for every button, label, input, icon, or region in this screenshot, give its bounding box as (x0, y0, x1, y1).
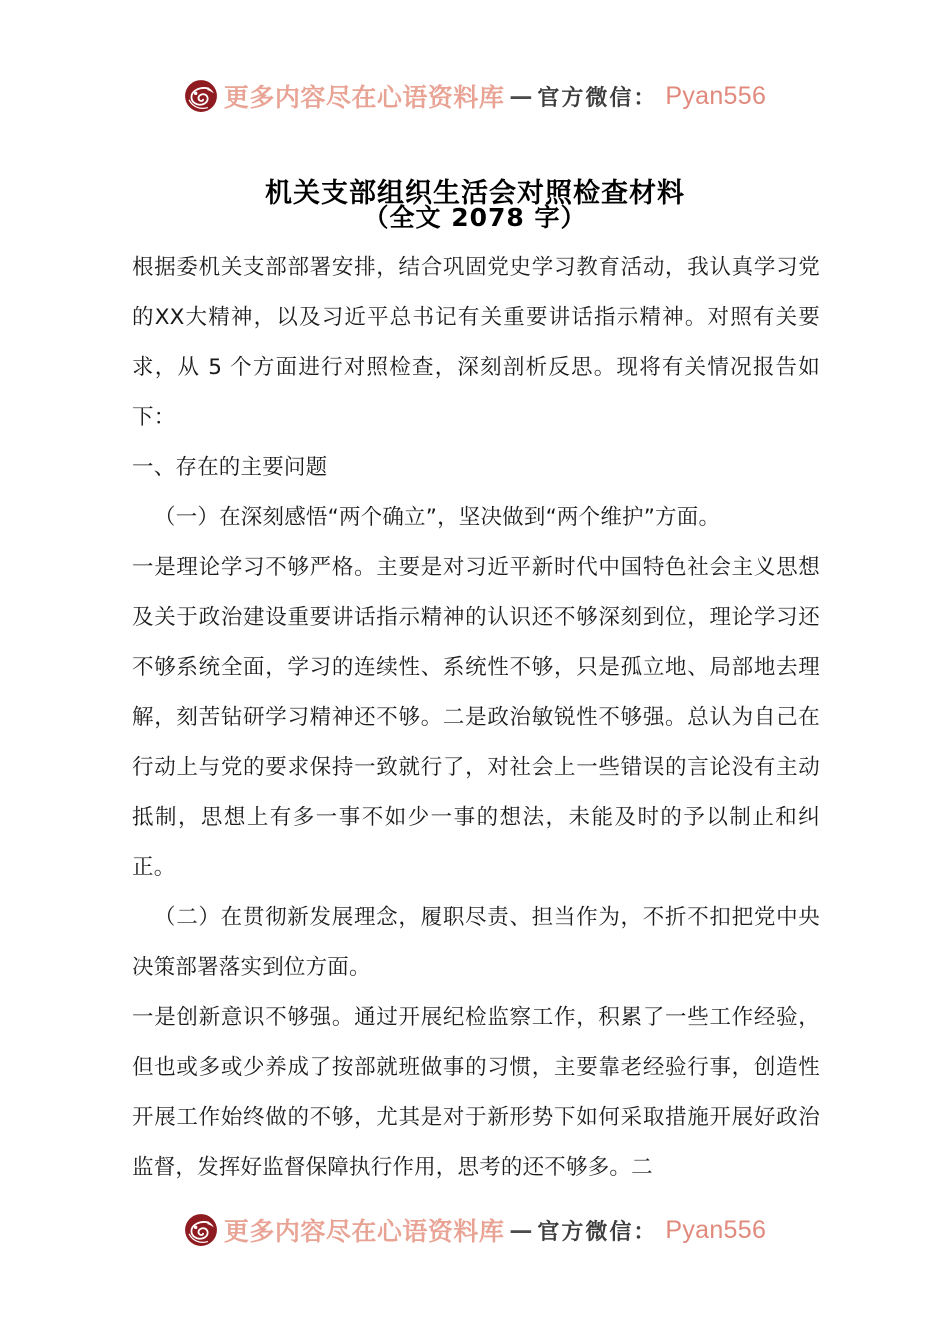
watermark-wechat-label: 官方微信： (537, 84, 658, 111)
watermark-wechat-id: Pyan556 (665, 81, 767, 110)
watermark-chinese-text: 更多内容尽在心语资料库 (223, 1217, 505, 1246)
heading-subsection-one: （一）在深刻感悟“两个确立”，坚决做到“两个维护”方面。 (154, 505, 721, 530)
swirl-fish-logo-icon (184, 79, 218, 113)
watermark-dash: — (509, 1216, 533, 1244)
watermark-top (0, 78, 950, 114)
paragraph-subsection-one-body: 一是理论学习不够严格。主要是对习近平新时代中国特色社会主义思想及关于政治建设重要讲话指示精神的认识还不够深刻到位，理论学习还不够系统全面，学习的连续性、系统性不够，只是孤立地、局部地去理解，刻苦钻研学习精神还不够。二是政治敏锐性不够强。总认为自己在行动上与党的要求保持一致就行了，对社会上一些错误的言论没有主动抵制，思想上有多一事不如少一事的想法，未能及时的予以制止和纠正。 (132, 555, 820, 880)
watermark-bottom (0, 1212, 950, 1248)
watermark-chinese-text: 更多内容尽在心语资料库 (223, 83, 505, 112)
watermark-dash: — (509, 82, 533, 110)
page-title: 机关支部组织生活会对照检查材料 (265, 178, 685, 210)
watermark-wechat-label: 官方微信： (537, 1218, 658, 1245)
paragraph-intro: 根据委机关支部部署安排，结合巩固党史学习教育活动，我认真学习党的XX大精神，以及习近平总书记有关重要讲话指示精神。对照有关要求，从 5 个方面进行对照检查，深刻剖析反思。现将有关情况报告如下： (132, 255, 820, 430)
swirl-fish-logo-icon (184, 1213, 218, 1247)
page-subtitle: （全文 2078 字） (363, 203, 587, 232)
watermark-wechat-id: Pyan556 (665, 1215, 767, 1244)
paragraph-subsection-two-body: 一是创新意识不够强。通过开展纪检监察工作，积累了一些工作经验，但也或多或少养成了按部就班做事的习惯，主要靠老经验行事，创造性开展工作始终做的不够，尤其是对于新形势下如何采取措施开展好政治监督，发挥好监督保障执行作用，思考的还不够多。二 (132, 1005, 820, 1180)
heading-section-one: 一、存在的主要问题 (132, 455, 328, 480)
heading-subsection-two: （二）在贯彻新发展理念，履职尽责、担当作为，不折不扣把党中央决策部署落实到位方面。 (132, 905, 820, 980)
document-body (132, 243, 820, 1193)
